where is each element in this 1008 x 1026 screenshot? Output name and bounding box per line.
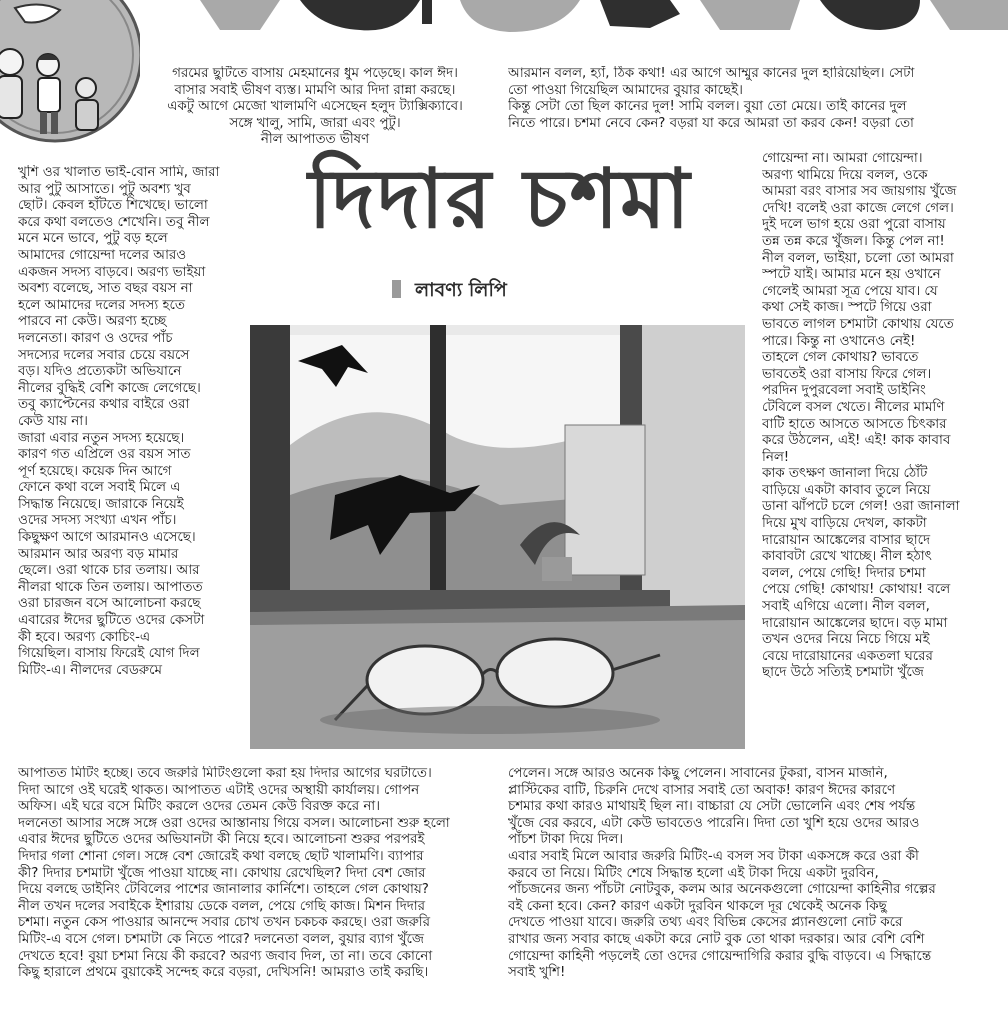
right-column-text: গোয়েন্দা না। আমরা গোয়েন্দা। অরণ্য থামিয়ে দিয়ে বলল, ওকে আমরা বরং বাসার সব জায়গায় খুঁজে দেখি! বলেই ওরা কাজে লেগে গেল। দুই দলে ভাগ হয়ে ওরা পুরো বাসায় তন্ন তন্ন করে খুঁজল। কিন্তু পেল না! নীল বলল, ভাইয়া, চলো তো আমরা স্পটে যাই। আমার মনে হয় ওখানে গেলেই আমরা সূত্র পেয়ে যাব। যে কথা সেই কাজ। স্পটে গিয়ে ওরা ভাবতে লাগল চশমাটা কোথায় যেতে পারে। কিন্তু না ওখানেও নেই! তাহলে গেল কোথায়? ভাবতে ভাবতেই ওরা বাসায় ফিরে গেল। পরদিন দুপুরবেলা সবাই ডাইনিং টেবিলে বসল খেতে। নীলের মামণি বাটি হাতে আসতে আসতে চিৎকার করে উঠলেন, এই! এই! কাক কাবাব নিল! কাক তৎক্ষণ জানালা দিয়ে ঠোঁট বাড়িয়ে একটা কাবাব তুলে নিয়ে ডানা ঝাঁপটে চলে গেল! ওরা জানালা দিয়ে মুখ বাড়িয়ে দেখল, কাকটা দারোয়ান আঙ্কেলের বাসার ছাদে কাবাবটা রেখে খাচ্ছে। নীল হঠাৎ বলল, পেয়ে গেছি! দিদার চশমা পেয়ে গেছি! কোথায়! কোথায়! বলে সবাই এগিয়ে এলো। নীল বলল, দারোয়ান আঙ্কেলের ছাদে। বড় মামা তখন ওদের নিয়ে নিচে গিয়ে মই বেয়ে দারোয়ানের একতলা ঘরের ছাদে উঠে সত্যিই চশমাটা খুঁজে [762,151,960,681]
top-banner-lettering [160,0,1008,34]
bottom-left-paragraph: আপাতত মিটিং হচ্ছে। তবে জরুরি মিটিংগুলো করা হয় দিদার আগের ঘরটাতে। দিদা আগে ওই ঘরেই থাকত। আপাতত এটাই ওদের অস্থায়ী কার্যালয়। গোপন অফিস। এই ঘরে বসে মিটিং করলে ওদের তেমন কেউ বিরক্ত করে না। দলনেতা আসার সঙ্গে সঙ্গে ওরা ওদের আস্তানায় গিয়ে বসল। আলোচনা শুরু হলো এবার ঈদের ছুটিতে ওদের অভিযানটা কী নিয়ে হবে। আলোচনা শুরুর পরপরই দিদার গলা শোনা গেল। সঙ্গে বেশ জোরেই কথা বলছে ছোট খালামণি। ব্যাপার কী? দিদার চশমাটা খুঁজে পাওয়া যাচ্ছে না। কোথায় রেখেছিল? দিদা বেশ জোর দিয়ে বলছে ডাইনিং টেবিলের পাশের জানালার কার্নিশে। তাহলে গেল কোথায়? নীল তখন দলের সবাইকে ইশারায় ডেকে বলল, পেয়ে গেছি কাজ। মিশন দিদার চশমা। নতুন কেস পাওয়ার আনন্দে সবার চোখ তখন চকচক করছে। ওরা জরুরি মিটিং-এ বসে গেল। চশমাটা কে নিতে পারে? দলনেতা বলল, বুয়ার ব্যাগ খুঁজে দেখতে হবে! বুয়া চশমা নিয়ে কী করবে? অরণ্য জবাব দিল, তা না। তবে কোনো কিছু হারালে প্রথমে বুয়াকেই সন্দেহ করে বড়রা, দেখিসনি! আমরাও তাই করছি। [18,766,450,981]
section-logo-badge [0,0,140,152]
bottom-right-paragraph: পেলেন। সঙ্গে আরও অনেক কিছু পেলেন। সাবানের টুকরা, বাসন মাজনি, প্লাস্টিকের বাটি, চিরুনি দেখে বাসার সবাই তো অবাক! কারণ ঈদের কারণে চশমার কথা কারও মাথায়ই ছিল না। বাচ্চারা যে সেটা ভোলেনি এবং শেষ পর্যন্ত খুঁজে বের করবে, এটা কেউ ভাবতেও পারেনি। দিদা তো খুশি হয়ে ওদের আরও পাঁচশ টাকা দিয়ে দিল। এবার সবাই মিলে আবার জরুরি মিটিং-এ বসল সব টাকা একসঙ্গে করে ওরা কী করবে তা নিয়ে। মিটিং শেষে সিদ্ধান্ত হলো এই টাকা দিয়ে একটা দুরবিন, পাঁচজনের জন্য পাঁচটা নোটবুক, কলম আর অনেকগুলো গোয়েন্দা কাহিনীর গল্পের বই কেনা হবে। কেন? কারণ একটা দুরবিন থাকলে দূর থেকেই অনেক কিছু দেখতে পাওয়া যাবে। জরুরি তথ্য এবং বিভিন্ন কেসের প্ল্যানগুলো নোট করে রাখার জন্য সবার কাছে একটা করে নোট বুক তো থাকা দরকার। আর বেশি বেশি গোয়েন্দা কাহিনী পড়লেই তো ওদের গোয়েন্দাগিরি করার বুদ্ধি বাড়বে। এ সিদ্ধান্তে সবাই খুশি! [508,766,936,981]
intro-paragraph: গরমের ছুটিতে বাসায় মেহমানের ধুম পড়েছে। কাল ঈদ। বাসার সবাই ভীষণ ব্যস্ত। মামণি আর দিদা রান্না করছে। একটু আগে মেজো খালামণি এসেছেন হলুদ ট্যাক্সিক্যাবে। সঙ্গে খালু, সামি, জারা এবং পুটু। নীল আপাতত ভীষণ [167,66,463,148]
article-byline [392,276,612,304]
author-name: লাবণ্য লিপি [415,279,507,301]
right-top-paragraph: আরমান বলল, হ্যাঁ, ঠিক কথা! এর আগে আম্মুর কানের দুল হারিয়েছিল। সেটা তো পাওয়া গিয়েছিল আমাদের বুয়ার কাছেই। কিন্তু সেটা তো ছিল কানের দুল! সামি বলল। বুয়া তো মেয়ে। তাই কানের দুল নিতে পারে। চশমা নেবে কেন? বড়রা যা করে আমরা তা করব কেন! বড়রা তো [508,66,915,131]
left-column-text: খুশি ওর খালাত ভাই-বোন সামি, জারা আর পুটু আসাতে। পুটু অবশ্য খুব ছোট। কেবল হাঁটতে শিখেছে। ভালো করে কথা বলতেও শেখেনি। তবু নীল মনে মনে ভাবে, পুটু বড় হলে আমাদের গোয়েন্দা দলের আরও একজন সদস্য বাড়বে। অরণ্য ভাইয়া অবশ্য বলেছে, সাত বছর বয়স না হলে আমাদের দলের সদস্য হতে পারবে না কেউ। অরণ্য হচ্ছে দলনেতা। কারণ ও ওদের পাঁচ সদস্যের দলের সবার চেয়ে বয়সে বড়। যদিও প্রত্যেকটা অভিযানে নীলের বুদ্ধিই বেশি কাজে লেগেছে। তবু ক্যাপ্টেনের কথার বাইরে ওরা কেউ যায় না। জারা এবার নতুন সদস্য হয়েছে। কারণ গত এপ্রিলে ওর বয়স সাত পূর্ণ হয়েছে। কয়েক দিন আগে ফোনে কথা বলে সবাই মিলে এ সিদ্ধান্ত নিয়েছে। জারাকে নিয়েই ওদের সদস্য সংখ্যা এখন পাঁচ। কিছুক্ষণ আগে আরমানও এসেছে। আরমান আর অরণ্য বড় মামার ছেলে। ওরা থাকে চার তলায়। আর নীলরা থাকে তিন তলায়। আপাতত ওরা চারজন বসে আলোচনা করছে এবারের ঈদের ছুটিতে ওদের কেসটা কী হবে। অরণ্য কোচিং-এ গিয়েছিল। বাসায় ফিরেই যোগ দিল মিটিং-এ। নীলদের বেডরুমে [18,165,220,678]
story-illustration [250,325,745,749]
article-title: দিদার চশমা [308,152,692,247]
byline-bar [392,280,401,298]
